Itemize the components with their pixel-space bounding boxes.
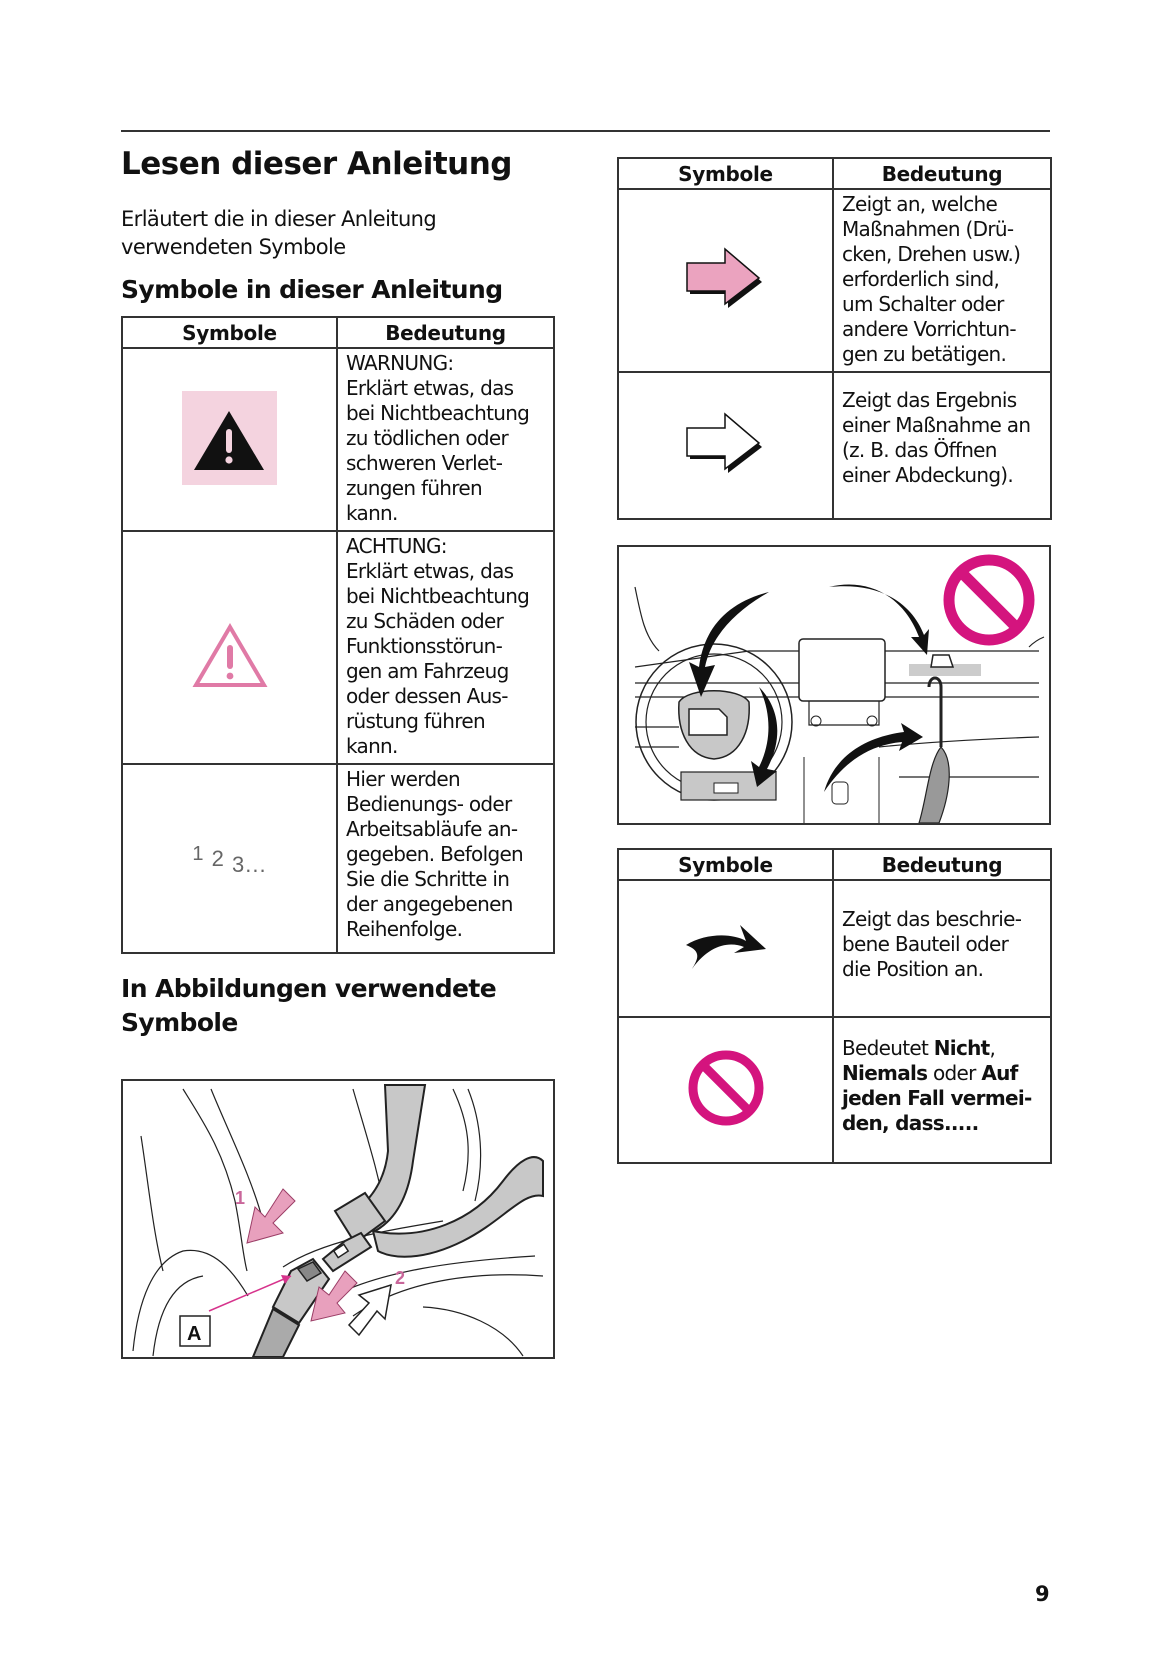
step-label: 2 bbox=[211, 845, 225, 871]
meaning-line: erforderlich sind, bbox=[842, 267, 1000, 291]
meaning-line: cken, Drehen usw.) bbox=[842, 242, 1021, 266]
heading-line: Symbole bbox=[121, 1008, 238, 1037]
meaning-line: zu Schäden oder bbox=[346, 609, 504, 633]
symbol-cell bbox=[122, 764, 337, 953]
meaning-line: Zeigt das beschrie- bbox=[842, 907, 1022, 931]
page-title: Lesen dieser Anleitung bbox=[121, 146, 513, 182]
meaning-line bbox=[842, 1086, 1044, 1111]
intro-line: Erläutert die in dieser Anleitung bbox=[121, 207, 437, 231]
column-header-meaning: Bedeutung bbox=[833, 849, 1051, 880]
heading-line: In Abbildungen verwendete bbox=[121, 974, 497, 1003]
meaning-line: Erklärt etwas, das bbox=[346, 559, 514, 583]
section-heading-manual-symbols: Symbole in dieser Anleitung bbox=[121, 275, 503, 304]
meaning-line: Maßnahmen (Drü- bbox=[842, 217, 1014, 241]
bold-text-run: den, dass..... bbox=[842, 1111, 979, 1135]
table-header-row bbox=[122, 317, 554, 348]
text-run: oder bbox=[927, 1061, 982, 1085]
step-ellipsis: ... bbox=[245, 851, 267, 877]
meaning-line: um Schalter oder bbox=[842, 292, 1004, 316]
seatbelt-drawing bbox=[123, 1081, 553, 1357]
step-numbers-icon bbox=[192, 842, 267, 877]
column-header-symbols: Symbole bbox=[618, 849, 833, 880]
meaning-line: ACHTUNG: bbox=[346, 534, 447, 558]
meaning-line: andere Vorrichtun- bbox=[842, 317, 1016, 341]
step-label: 1 bbox=[192, 842, 205, 865]
meaning-line: Bedienungs- oder bbox=[346, 792, 512, 816]
meaning-line: gen zu betätigen. bbox=[842, 342, 1007, 366]
meaning-line: zungen führen bbox=[346, 476, 482, 500]
symbol-cell bbox=[122, 348, 337, 531]
table-row bbox=[618, 1017, 1051, 1163]
curved-pointer-arrow-icon bbox=[684, 923, 768, 975]
page-number: 9 bbox=[1035, 1582, 1050, 1606]
column-header-symbols: Symbole bbox=[618, 158, 833, 189]
table-header-row bbox=[618, 849, 1051, 880]
symbol-cell bbox=[618, 372, 833, 519]
meaning-line: bei Nichtbeachtung bbox=[346, 401, 530, 425]
meaning-line: (z. B. das Öffnen bbox=[842, 437, 997, 462]
meaning-line: Reihenfolge. bbox=[346, 917, 463, 941]
svg-text:A: A bbox=[187, 1323, 202, 1345]
meaning-line: die Position an. bbox=[842, 957, 984, 981]
meaning-line: kann. bbox=[346, 734, 398, 758]
meaning-line: Zeigt das Ergebnis bbox=[842, 387, 1017, 412]
bold-text-run: Auf bbox=[981, 1061, 1018, 1085]
meaning-line: zu tödlichen oder bbox=[346, 426, 508, 450]
seatbelt-illustration bbox=[121, 1079, 555, 1359]
meaning-line: gegeben. Befolgen bbox=[346, 842, 524, 866]
column-header-symbols: Symbole bbox=[122, 317, 337, 348]
symbol-cell bbox=[618, 880, 833, 1017]
meaning-cell bbox=[833, 880, 1051, 1017]
table-row bbox=[122, 348, 554, 531]
dashboard-illustration bbox=[617, 545, 1051, 825]
result-arrow-outline-icon bbox=[686, 411, 766, 481]
meaning-line: Erklärt etwas, das bbox=[346, 376, 514, 400]
meaning-line: Funktionsstörun- bbox=[346, 634, 503, 658]
text-run: Bedeutet bbox=[842, 1036, 934, 1060]
meaning-line: rüstung führen bbox=[346, 709, 485, 733]
meaning-line: Arbeitsabläufe an- bbox=[346, 817, 518, 841]
meaning-line: der angegebenen bbox=[346, 892, 513, 916]
symbol-cell bbox=[122, 531, 337, 764]
bold-text-run: jeden Fall vermei- bbox=[842, 1086, 1032, 1110]
table-row bbox=[122, 531, 554, 764]
illustration-symbols-table-top bbox=[617, 157, 1052, 520]
meaning-line: Hier werden bbox=[346, 767, 460, 791]
meaning-line: einer Abdeckung). bbox=[842, 462, 1014, 487]
caution-triangle-outline-icon bbox=[192, 623, 268, 693]
top-rule bbox=[121, 130, 1050, 132]
column-header-meaning: Bedeutung bbox=[833, 158, 1051, 189]
table-row bbox=[618, 189, 1051, 372]
dashboard-drawing bbox=[619, 547, 1049, 823]
meaning-line: gen am Fahrzeug bbox=[346, 659, 509, 683]
section-heading-illustration-symbols bbox=[121, 972, 496, 1040]
meaning-line bbox=[842, 1036, 1044, 1061]
svg-text:1: 1 bbox=[235, 1188, 246, 1208]
meaning-cell bbox=[833, 189, 1051, 372]
column-header-meaning: Bedeutung bbox=[337, 317, 554, 348]
meaning-line: bei Nichtbeachtung bbox=[346, 584, 530, 608]
step-label: 3 bbox=[232, 851, 246, 877]
page-intro bbox=[121, 205, 541, 261]
action-arrow-pink-icon bbox=[686, 246, 766, 316]
meaning-cell bbox=[337, 531, 554, 764]
symbol-cell bbox=[618, 189, 833, 372]
text-run: , bbox=[989, 1036, 996, 1060]
meaning-line bbox=[842, 1111, 1044, 1136]
meaning-line: bene Bauteil oder bbox=[842, 932, 1009, 956]
prohibited-icon bbox=[687, 1049, 765, 1131]
meaning-cell bbox=[833, 372, 1051, 519]
meaning-line: schweren Verlet- bbox=[346, 451, 503, 475]
svg-text:2: 2 bbox=[395, 1268, 406, 1288]
bold-text-run: Niemals bbox=[842, 1061, 928, 1085]
illustration-symbols-table-bottom bbox=[617, 848, 1052, 1164]
meaning-cell bbox=[337, 348, 554, 531]
meaning-cell bbox=[833, 1017, 1051, 1163]
manual-symbols-table bbox=[121, 316, 555, 954]
table-row bbox=[618, 372, 1051, 519]
table-row bbox=[618, 880, 1051, 1017]
intro-line: verwendeten Symbole bbox=[121, 235, 346, 259]
table-header-row bbox=[618, 158, 1051, 189]
symbol-cell bbox=[618, 1017, 833, 1163]
meaning-line: einer Maßnahme an bbox=[842, 412, 1031, 437]
meaning-line bbox=[842, 1061, 1044, 1086]
meaning-cell bbox=[337, 764, 554, 953]
meaning-line: kann. bbox=[346, 501, 398, 525]
warning-triangle-filled-icon bbox=[182, 391, 277, 489]
meaning-line: oder dessen Aus- bbox=[346, 684, 508, 708]
meaning-line: Zeigt an, welche bbox=[842, 192, 998, 216]
table-row bbox=[122, 764, 554, 953]
meaning-line: Sie die Schritte in bbox=[346, 867, 510, 891]
meaning-line: WARNUNG: bbox=[346, 351, 454, 375]
bold-text-run: Nicht bbox=[933, 1036, 990, 1060]
